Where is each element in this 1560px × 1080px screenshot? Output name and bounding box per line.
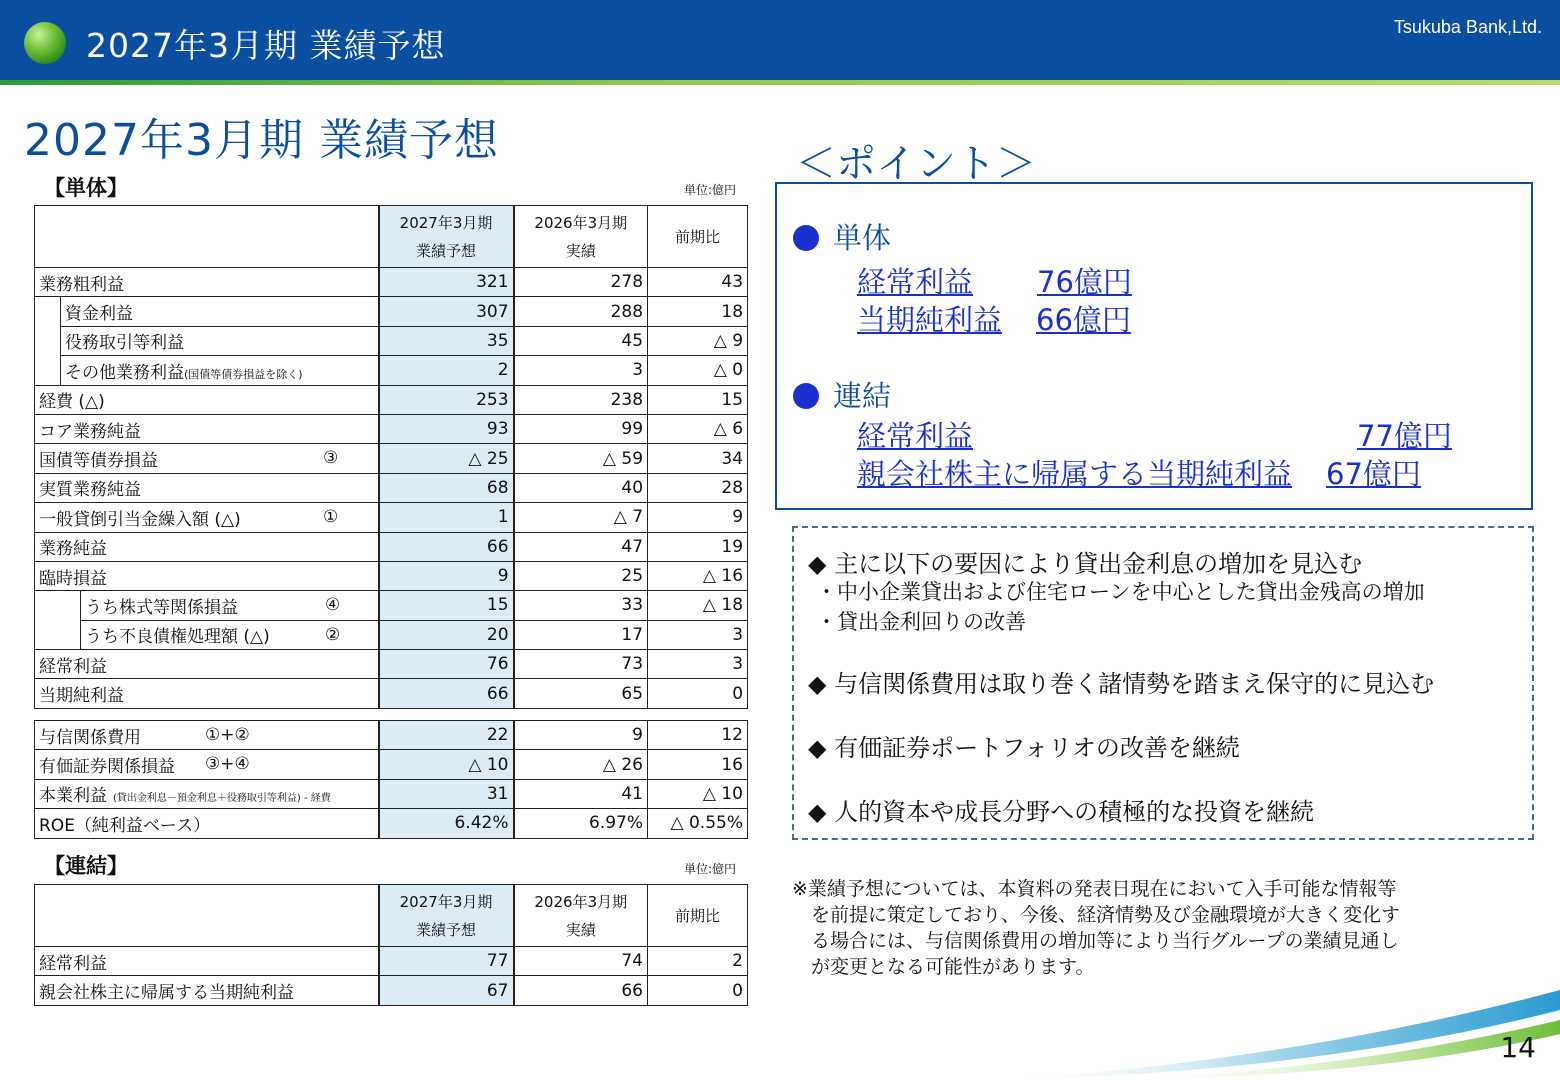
forecast-value: 2 bbox=[379, 356, 514, 385]
row-label: 資金利益 bbox=[61, 297, 379, 326]
page-title: 2027年3月期 業績予想 bbox=[24, 115, 499, 166]
actual-value: 65 bbox=[514, 679, 648, 708]
row-label: 臨時損益 bbox=[35, 561, 379, 590]
actual-value: 278 bbox=[514, 268, 648, 297]
col-actual-header: 2026年3月期 実績 bbox=[514, 206, 648, 268]
actual-value: 99 bbox=[514, 414, 648, 443]
diff-value: △ 16 bbox=[648, 561, 748, 590]
actual-value: 25 bbox=[514, 561, 648, 590]
forecast-value: 253 bbox=[379, 385, 514, 414]
forecast-value: 66 bbox=[379, 532, 514, 561]
actual-value: 3 bbox=[514, 356, 648, 385]
diff-value: 16 bbox=[648, 750, 748, 779]
diff-value: 3 bbox=[648, 620, 748, 649]
diff-value: 3 bbox=[648, 650, 748, 679]
consolidated-unit: 単位:億円 bbox=[684, 862, 737, 876]
col-forecast-header: 2027年3月期 業績予想 bbox=[379, 206, 514, 268]
indent-cell bbox=[35, 326, 61, 355]
diff-value: △ 6 bbox=[648, 414, 748, 443]
row-label: 経費 (△) bbox=[35, 385, 379, 414]
table-row bbox=[35, 650, 748, 679]
table-header-blank bbox=[35, 885, 379, 947]
actual-value: 41 bbox=[514, 779, 648, 808]
table-row bbox=[35, 297, 748, 326]
table-row bbox=[35, 591, 748, 620]
table-row bbox=[35, 356, 748, 385]
forecast-value: 93 bbox=[379, 414, 514, 443]
table-row bbox=[35, 947, 748, 976]
col-actual-header: 2026年3月期 実績 bbox=[514, 885, 648, 947]
forecast-value: 307 bbox=[379, 297, 514, 326]
forecast-value: 77 bbox=[379, 947, 514, 976]
table-row bbox=[35, 444, 748, 473]
forecast-value: 68 bbox=[379, 473, 514, 502]
factors-box bbox=[792, 526, 1534, 840]
col-forecast-header: 2027年3月期 業績予想 bbox=[379, 885, 514, 947]
row-label: その他業務利益(国債等債券損益を除く) bbox=[61, 356, 379, 385]
row-label: 経常利益 bbox=[35, 947, 379, 976]
forecast-value: 15 bbox=[379, 591, 514, 620]
actual-value: 238 bbox=[514, 385, 648, 414]
forecast-value: 22 bbox=[379, 721, 514, 750]
diff-value: △ 0.55% bbox=[648, 809, 748, 838]
row-label: コア業務純益 bbox=[35, 414, 379, 443]
forecast-value: 321 bbox=[379, 268, 514, 297]
table-row bbox=[35, 976, 748, 1005]
standalone-unit: 単位:億円 bbox=[684, 183, 737, 197]
header-accent-line bbox=[0, 80, 1560, 85]
points-standalone-head: 単体 bbox=[793, 216, 891, 257]
actual-value: 74 bbox=[514, 947, 648, 976]
row-label: 業務粗利益 bbox=[35, 268, 379, 297]
diff-value: 28 bbox=[648, 473, 748, 502]
diff-value: 12 bbox=[648, 721, 748, 750]
indent-cell bbox=[35, 620, 81, 649]
consolidated-table bbox=[34, 884, 748, 1006]
actual-value: 33 bbox=[514, 591, 648, 620]
actual-value: △ 26 bbox=[514, 750, 648, 779]
table-row bbox=[35, 561, 748, 590]
table-row bbox=[35, 268, 748, 297]
diff-value: 9 bbox=[648, 503, 748, 532]
factor-sub-bullet-2: ・貸出金利回りの改善 bbox=[816, 610, 1026, 634]
table-row bbox=[35, 385, 748, 414]
actual-value: 66 bbox=[514, 976, 648, 1005]
row-label: うち株式等関係損益 ④ bbox=[81, 591, 379, 620]
table-row bbox=[35, 532, 748, 561]
table-row bbox=[35, 414, 748, 443]
actual-value: 288 bbox=[514, 297, 648, 326]
points-consolidated-line-1: 経常利益 77億円 bbox=[857, 419, 1452, 453]
factor-sub-bullet-1: ・中小企業貸出および住宅ローンを中心とした貸出金残高の増加 bbox=[816, 580, 1425, 604]
header-bar bbox=[0, 0, 1560, 80]
actual-value: 73 bbox=[514, 650, 648, 679]
diff-value: 2 bbox=[648, 947, 748, 976]
table-row bbox=[35, 473, 748, 502]
header-title: 2027年3月期 業績予想 bbox=[86, 26, 446, 65]
forecast-value: 31 bbox=[379, 779, 514, 808]
standalone-table bbox=[34, 205, 748, 709]
decorative-swoosh-icon bbox=[1000, 990, 1560, 1080]
actual-value: 45 bbox=[514, 326, 648, 355]
table-row bbox=[35, 679, 748, 708]
diff-value: 19 bbox=[648, 532, 748, 561]
diff-value: 34 bbox=[648, 444, 748, 473]
forecast-value: 1 bbox=[379, 503, 514, 532]
points-standalone-line-1: 経常利益 76億円 bbox=[857, 265, 1132, 299]
actual-value: △ 7 bbox=[514, 503, 648, 532]
row-label: 本業利益 (貸出金利息－預金利息＋役務取引等利益) - 経費 bbox=[35, 779, 379, 808]
diff-value: △ 10 bbox=[648, 779, 748, 808]
row-label: 役務取引等利益 bbox=[61, 326, 379, 355]
row-label: ROE（純利益ベース） bbox=[35, 809, 379, 838]
table-row bbox=[35, 503, 748, 532]
row-label: うち不良債権処理額 (△) ② bbox=[81, 620, 379, 649]
factor-bullet-2: ◆ 与信関係費用は取り巻く諸情勢を踏まえ保守的に見込む bbox=[808, 670, 1435, 698]
row-label: 親会社株主に帰属する当期純利益 bbox=[35, 976, 379, 1005]
actual-value: 47 bbox=[514, 532, 648, 561]
bullet-dot-icon bbox=[793, 225, 819, 251]
row-label: 業務純益 bbox=[35, 532, 379, 561]
actual-value: 9 bbox=[514, 721, 648, 750]
factor-bullet-4: ◆ 人的資本や成長分野への積極的な投資を継続 bbox=[808, 798, 1315, 826]
actual-value: 40 bbox=[514, 473, 648, 502]
table-row bbox=[35, 326, 748, 355]
table-row bbox=[35, 779, 748, 808]
forecast-value: 6.42% bbox=[379, 809, 514, 838]
company-name: Tsukuba Bank,Ltd. bbox=[1393, 17, 1542, 37]
diff-value: 0 bbox=[648, 976, 748, 1005]
points-standalone-line-2: 当期純利益 66億円 bbox=[857, 303, 1131, 337]
diff-value: 18 bbox=[648, 297, 748, 326]
indent-cell bbox=[35, 591, 81, 620]
diff-value: △ 9 bbox=[648, 326, 748, 355]
diff-value: 43 bbox=[648, 268, 748, 297]
points-consolidated-head: 連結 bbox=[793, 374, 891, 415]
table-header-blank bbox=[35, 206, 379, 268]
forecast-value: 9 bbox=[379, 561, 514, 590]
bullet-dot-icon bbox=[793, 383, 819, 409]
forecast-value: △ 10 bbox=[379, 750, 514, 779]
row-label: 当期純利益 bbox=[35, 679, 379, 708]
points-box bbox=[775, 182, 1533, 510]
standalone-label: 【単体】 bbox=[44, 176, 128, 200]
actual-value: 17 bbox=[514, 620, 648, 649]
page-number: 14 bbox=[1500, 1031, 1536, 1064]
standalone-extra-table bbox=[34, 720, 748, 839]
diff-value: △ 0 bbox=[648, 356, 748, 385]
forecast-value: 76 bbox=[379, 650, 514, 679]
indent-cell bbox=[35, 297, 61, 326]
col-diff-header: 前期比 bbox=[648, 885, 748, 947]
row-label: 有価証券関係損益 ③+④ bbox=[35, 750, 379, 779]
row-label: 与信関係費用 ①+② bbox=[35, 721, 379, 750]
forecast-value: △ 25 bbox=[379, 444, 514, 473]
col-diff-header: 前期比 bbox=[648, 206, 748, 268]
diff-value: 15 bbox=[648, 385, 748, 414]
diff-value: 0 bbox=[648, 679, 748, 708]
row-label: 一般貸倒引当金繰入額 (△) ① bbox=[35, 503, 379, 532]
forecast-value: 67 bbox=[379, 976, 514, 1005]
row-label: 国債等債券損益 ③ bbox=[35, 444, 379, 473]
table-row bbox=[35, 721, 748, 750]
table-row bbox=[35, 809, 748, 838]
forecast-value: 66 bbox=[379, 679, 514, 708]
points-consolidated-line-2: 親会社株主に帰属する当期純利益 67億円 bbox=[857, 457, 1421, 491]
table-row bbox=[35, 620, 748, 649]
factor-bullet-3: ◆ 有価証券ポートフォリオの改善を継続 bbox=[808, 734, 1240, 762]
logo-orb-icon bbox=[24, 22, 66, 64]
actual-value: 6.97% bbox=[514, 809, 648, 838]
forecast-value: 35 bbox=[379, 326, 514, 355]
table-row bbox=[35, 750, 748, 779]
actual-value: △ 59 bbox=[514, 444, 648, 473]
row-label: 実質業務純益 bbox=[35, 473, 379, 502]
points-title: ＜ポイント＞ bbox=[796, 141, 1036, 187]
indent-cell bbox=[35, 356, 61, 385]
consolidated-label: 【連結】 bbox=[44, 854, 128, 878]
forecast-value: 20 bbox=[379, 620, 514, 649]
disclaimer: ※業績予想については、本資料の発表日現在において入手可能な情報等 を前提に策定しており、今後、経済情勢及び金融環境が大きく変化す る場合には、与信関係費用の増加等により当行グループの業績見通し が変更となる可能性があります。 bbox=[792, 878, 1401, 978]
row-label: 経常利益 bbox=[35, 650, 379, 679]
diff-value: △ 18 bbox=[648, 591, 748, 620]
factor-bullet-1: ◆ 主に以下の要因により貸出金利息の増加を見込む bbox=[808, 550, 1363, 578]
